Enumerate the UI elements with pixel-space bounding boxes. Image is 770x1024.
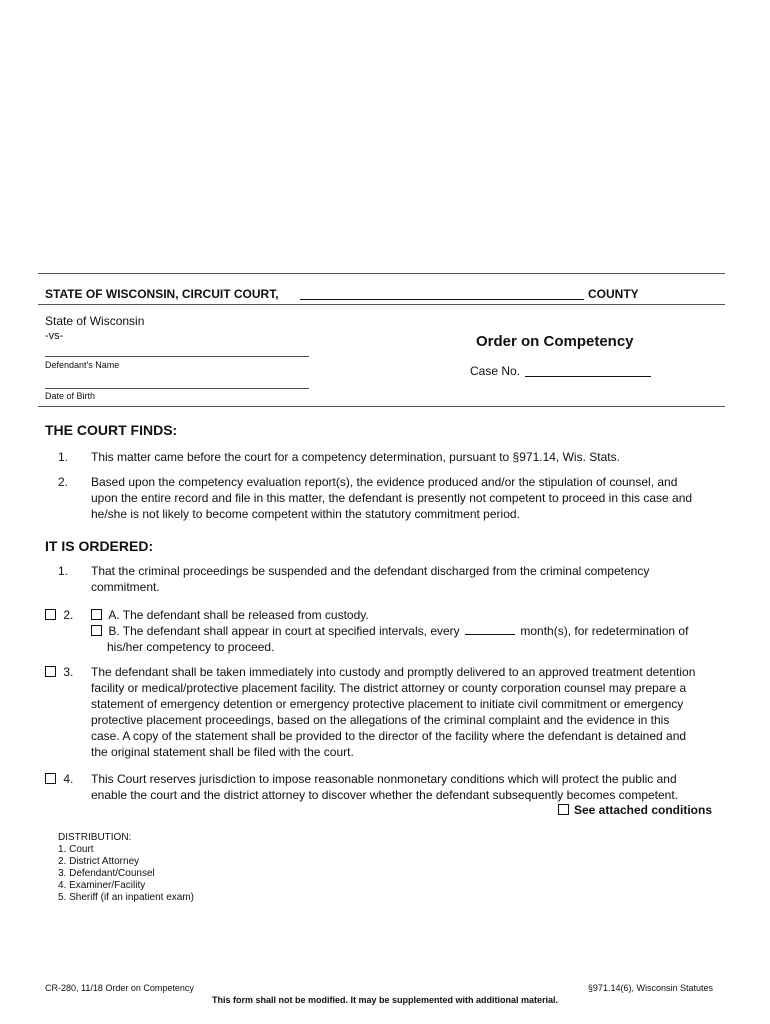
finding-2-line: Based upon the competency evaluation report(s), the evidence produced and/or the stipulation of counsel, and — [91, 475, 678, 489]
statute-reference: §971.14(6), Wisconsin Statutes — [587, 983, 713, 993]
order-3-line: the original statement shall be filed with the court. — [91, 745, 354, 759]
date-of-birth-field[interactable] — [45, 388, 309, 389]
order-2-checkbox[interactable] — [45, 609, 56, 620]
finding-2-line: upon the entire record and file in this matter, the defendant is presently not competent to proceed in this case and — [91, 491, 693, 505]
defendant-name-label: Defendant's Name — [45, 360, 120, 370]
finding-1-number: 1. — [58, 450, 69, 464]
defendant-name-field[interactable] — [45, 356, 309, 357]
order-3-number: 3. — [63, 665, 74, 679]
order-3-line: The defendant shall be taken immediately into custody and promptly delivered to an approved treatment detention — [91, 665, 696, 679]
interval-months-field[interactable] — [465, 634, 515, 635]
order-1-line: That the criminal proceedings be suspended and the defendant discharged from the criminal competency — [91, 564, 650, 578]
option-b-checkbox[interactable] — [91, 625, 102, 636]
distribution-item: 1. Court — [58, 844, 94, 855]
option-a-text: A. The defendant shall be released from custody. — [108, 608, 369, 622]
case-no-label: Case No. — [470, 364, 521, 378]
order-4-line: This Court reserves jurisdiction to impose reasonable nonmonetary conditions which will protect the public and — [91, 772, 677, 786]
option-a-checkbox[interactable] — [91, 609, 102, 620]
order-1-line: commitment. — [91, 580, 160, 594]
order-4-number: 4. — [63, 772, 74, 786]
distribution-item: 2. District Attorney — [58, 856, 140, 867]
order-4-row — [45, 771, 73, 787]
order-3-text — [91, 664, 723, 760]
order-4-checkbox[interactable] — [45, 773, 56, 784]
option-b-text-prefix: B. The defendant shall appear in court at specified intervals, every — [108, 624, 460, 638]
option-b-line2: his/her competency to proceed. — [107, 640, 275, 654]
finding-1-text: This matter came before the court for a competency determination, pursuant to §971.14, Wis. Stats. — [91, 450, 620, 464]
plaintiff-name: State of Wisconsin — [45, 314, 145, 328]
order-2-option-a — [91, 607, 723, 623]
form-title: Order on Competency — [476, 333, 634, 350]
distribution-heading: DISTRIBUTION: — [58, 832, 132, 843]
distribution-item: 4. Examiner/Facility — [58, 880, 146, 891]
order-3-row — [45, 664, 73, 680]
attached-conditions-checkbox[interactable] — [558, 804, 569, 815]
order-3-line: case. A copy of the statement shall be provided to the director of the facility where the defendant is detained and — [91, 729, 687, 743]
court-label: STATE OF WISCONSIN, CIRCUIT COURT, — [45, 287, 279, 301]
order-2-row — [45, 607, 73, 623]
top-rule — [38, 273, 725, 274]
finding-2-number: 2. — [58, 475, 69, 489]
case-no-field[interactable] — [525, 376, 651, 377]
distribution-list — [58, 832, 194, 904]
distribution-item: 5. Sheriff (if an inpatient exam) — [58, 892, 194, 903]
order-3-line: facility or medical/protective placement facility. The district attorney or county corporation counsel may prepare a — [91, 681, 687, 695]
date-of-birth-label: Date of Birth — [45, 391, 96, 401]
order-1-number: 1. — [58, 564, 69, 578]
option-b-text-suffix: month(s), for redetermination of — [520, 624, 689, 638]
order-2-number: 2. — [63, 608, 74, 622]
form-id: CR-280, 11/18 Order on Competency — [45, 983, 194, 993]
order-3-line: statement of emergency detention or emergency protective placement to initiate civil commitment or emergency — [91, 697, 684, 711]
findings-heading: THE COURT FINDS: — [45, 422, 178, 438]
order-3-checkbox[interactable] — [45, 666, 56, 677]
finding-2-line: he/she is not likely to become competent within the statutory commitment period. — [91, 507, 520, 521]
order-2-option-b — [91, 623, 723, 639]
order-1-text — [91, 563, 723, 595]
finding-2-text — [91, 474, 723, 522]
see-attached-conditions-label: See attached conditions — [573, 803, 712, 817]
distribution-item: 3. Defendant/Counsel — [58, 868, 155, 879]
order-3-line: protective placement proceedings, based on the allegations of the criminal complaint and the evidence in this — [91, 713, 670, 727]
rule-below-caption — [38, 406, 725, 407]
vs-label: -vs- — [45, 330, 64, 342]
county-field[interactable] — [300, 299, 584, 300]
see-attached-conditions — [558, 802, 712, 818]
order-4-line: enable the court and the district attorney to discover whether the defendant subsequently becomes competent. — [91, 788, 679, 802]
rule-below-court — [38, 304, 725, 305]
order-4-text — [91, 771, 723, 803]
modification-notice: This form shall not be modified. It may be supplemented with additional material. — [211, 995, 559, 1005]
county-label: COUNTY — [588, 287, 639, 301]
order-heading: IT IS ORDERED: — [45, 538, 154, 554]
